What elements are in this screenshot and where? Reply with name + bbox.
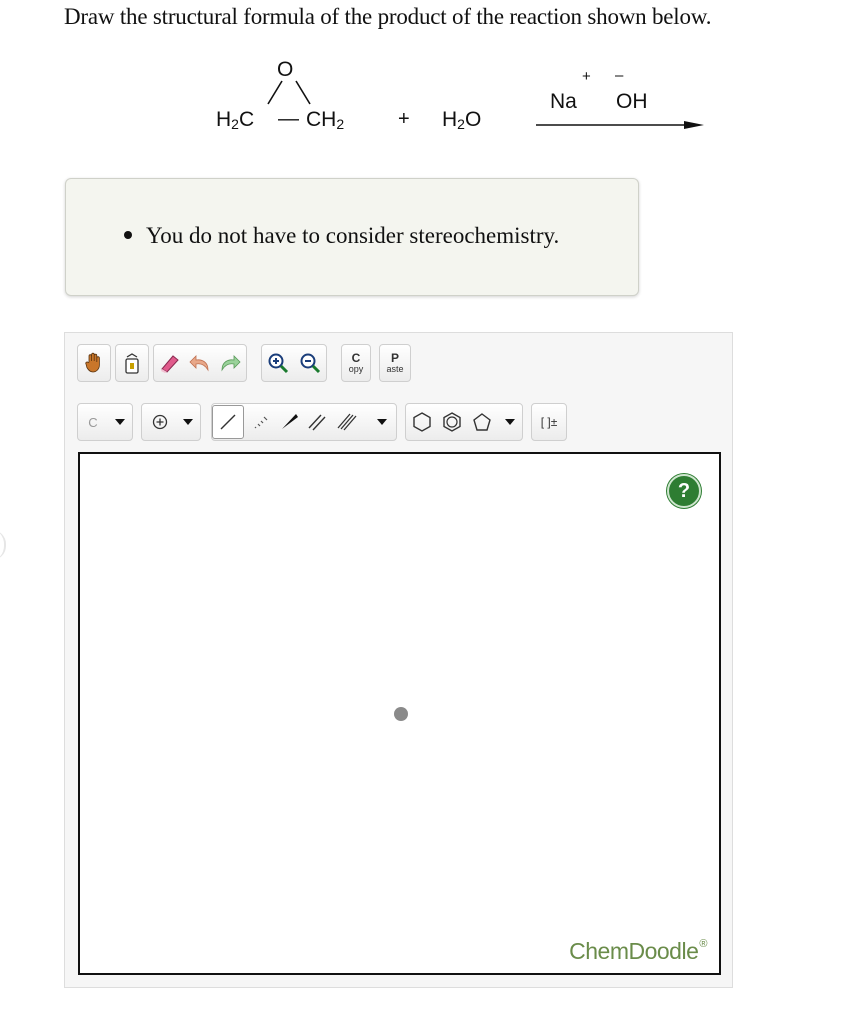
zoom-out-button[interactable]	[294, 345, 326, 381]
side-decoration	[0, 530, 6, 560]
zoom-in-button[interactable]	[262, 345, 294, 381]
wedge-bond-button[interactable]	[274, 404, 304, 440]
bond-tools-group	[211, 403, 397, 441]
undo-icon	[188, 352, 212, 374]
ring-tools-group	[405, 403, 523, 441]
double-bond-button[interactable]	[302, 404, 332, 440]
epoxide-cc-bond: —	[278, 107, 299, 130]
paste-button[interactable]: P aste	[379, 344, 411, 382]
cyclohexane-button[interactable]	[406, 404, 438, 440]
reagent-anion: OH	[616, 90, 648, 113]
undo-button[interactable]	[184, 345, 216, 381]
reagent-cation: Na	[550, 90, 577, 113]
water-molecule: $H_2O$	[442, 108, 482, 132]
chevron-down-icon[interactable]	[108, 404, 132, 440]
instruction-box	[65, 178, 639, 296]
copy-button[interactable]: C opy	[341, 344, 371, 382]
triple-bond-icon	[336, 412, 358, 432]
hashed-bond-icon	[251, 412, 271, 432]
single-bond-icon	[218, 412, 238, 432]
eraser-button[interactable]	[154, 345, 186, 381]
triple-bond-button[interactable]	[330, 404, 364, 440]
zoom-out-icon	[299, 352, 321, 374]
benzene-button[interactable]	[436, 404, 468, 440]
hand-icon	[84, 352, 104, 374]
cyclopentane-button[interactable]	[466, 404, 498, 440]
trash-icon	[123, 351, 141, 375]
epoxide-oxygen: O	[277, 58, 294, 81]
recessed-bond-button[interactable]	[246, 404, 276, 440]
redo-icon	[218, 352, 242, 374]
hexagon-icon	[411, 411, 433, 433]
chevron-down-icon[interactable]	[176, 404, 200, 440]
reaction-arrow	[534, 118, 706, 134]
chevron-down-icon[interactable]	[498, 404, 522, 440]
pan-tool-button[interactable]	[77, 344, 111, 382]
plus-sign: +	[398, 108, 410, 130]
double-bond-icon	[307, 412, 327, 432]
reaction-scheme	[210, 56, 720, 156]
zoom-group	[261, 344, 327, 382]
bracket-charge-button[interactable]	[531, 403, 567, 441]
chemdoodle-editor	[64, 332, 733, 988]
charge-plus-icon	[144, 404, 176, 440]
atom-label: C	[88, 414, 98, 430]
single-bond-button[interactable]	[212, 405, 244, 439]
help-button[interactable]: ?	[667, 474, 701, 508]
reagent-anion-charge: –	[615, 67, 624, 84]
chevron-down-icon[interactable]	[368, 404, 396, 440]
bracket-label: [ ]±	[540, 415, 558, 429]
pentagon-icon	[471, 411, 493, 433]
canvas-center-marker	[394, 707, 408, 721]
charge-selector[interactable]	[141, 403, 201, 441]
question-text: Draw the structural formula of the product of the reaction shown below.	[64, 4, 712, 29]
reagent-cation-charge: +	[582, 68, 591, 85]
epoxide-right-carbon: $CH_2$	[306, 108, 345, 132]
benzene-icon	[441, 411, 463, 433]
wedge-bond-icon	[279, 412, 299, 432]
epoxide-left-carbon: $H_2C$	[216, 108, 255, 132]
edit-tools-group	[153, 344, 247, 382]
redo-button[interactable]	[214, 345, 246, 381]
chemdoodle-logo: ChemDoodle®	[569, 938, 707, 964]
clear-button[interactable]	[115, 344, 149, 382]
atom-selector[interactable]	[77, 403, 133, 441]
instruction-bullet: You do not have to consider stereochemistry.	[124, 223, 559, 249]
eraser-icon	[159, 352, 181, 374]
zoom-in-icon	[267, 352, 289, 374]
drawing-canvas[interactable]	[78, 452, 721, 975]
